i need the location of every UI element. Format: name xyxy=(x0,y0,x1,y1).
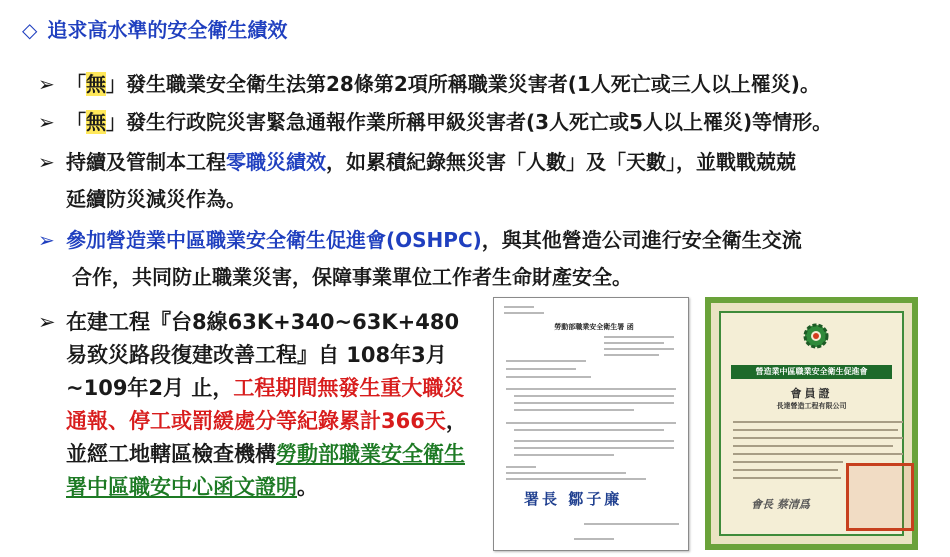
letter-signature: 署長 鄒子廉 xyxy=(524,490,623,508)
bullet-continuation: 合作，共同防止職業災害，保障事業單位工作者生命財產安全。 xyxy=(72,265,632,289)
highlighted-word: 無 xyxy=(86,110,106,134)
certificate-header: 營造業中區職業安全衛生促進會 xyxy=(731,365,892,379)
heading-text: 追求高水準的安全衛生績效 xyxy=(47,18,288,42)
red-seal-stamp xyxy=(846,463,914,531)
project-bullet: ➢ 在建工程『台8線63K+340~63K+480易致災路段復建改善工程』自 108年3月~109年2月 止，工程期間無發生重大職災通報、停工或罰緩處分等紀錄累計366天，並經工地轄區檢查機構勞動部職業安全衛生署中區職安中心函文證明。 xyxy=(38,306,468,504)
arrow-bullet-icon: ➢ xyxy=(38,72,55,96)
diamond-icon: ◇ xyxy=(22,18,38,42)
arrow-bullet-icon: ➢ xyxy=(38,228,55,252)
letter-title: 勞動部職業安全衛生署 函 xyxy=(554,323,634,331)
emphasis-green: 勞動部職業安全衛生署中區職安中心函文證明 xyxy=(66,442,465,499)
bullet-continuation: 延續防災減災作為。 xyxy=(66,187,246,211)
highlighted-word: 無 xyxy=(86,72,106,96)
emphasis-blue: 參加營造業中區職業安全衛生促進會(OSHPC) xyxy=(66,228,482,252)
arrow-bullet-icon: ➢ xyxy=(38,150,55,174)
certificate-company: 長達營造工程有限公司 xyxy=(776,402,847,410)
certificate-title: 會員證 xyxy=(790,387,833,400)
bullet-item: ➢ 「無」發生行政院災害緊急通報作業所稱甲級災害者(3人死亡或5人以上罹災)等情形。 xyxy=(38,110,833,134)
arrow-bullet-icon: ➢ xyxy=(38,310,56,334)
emphasis-red: 工程期間無發生重大職災通報、停工或罰緩處分等紀錄累計366天 xyxy=(66,376,465,433)
arrow-bullet-icon: ➢ xyxy=(38,110,55,134)
gear-logo-icon xyxy=(801,321,831,351)
official-letter-image xyxy=(493,297,689,551)
emphasis-blue: 零職災績效 xyxy=(226,150,326,174)
bullet-item: ➢ 參加營造業中區職業安全衛生促進會(OSHPC)，與其他營造公司進行安全衛生交流 xyxy=(38,228,802,252)
bullet-item: ➢ 持續及管制本工程零職災績效，如累積紀錄無災害「人數」及「天數」，並戰戰兢兢 xyxy=(38,150,796,174)
project-description: 在建工程『台8線63K+340~63K+480易致災路段復建改善工程』自 108年3月~109年2月 止， xyxy=(66,310,460,400)
certificate-signature: 會長 蔡清爲 xyxy=(751,498,810,511)
bullet-item: ➢ 「無」發生職業安全衛生法第28條第2項所稱職業災害者(1人死亡或三人以上罹災)。 xyxy=(38,72,820,96)
section-heading xyxy=(22,14,287,43)
member-certificate-image xyxy=(705,297,918,550)
